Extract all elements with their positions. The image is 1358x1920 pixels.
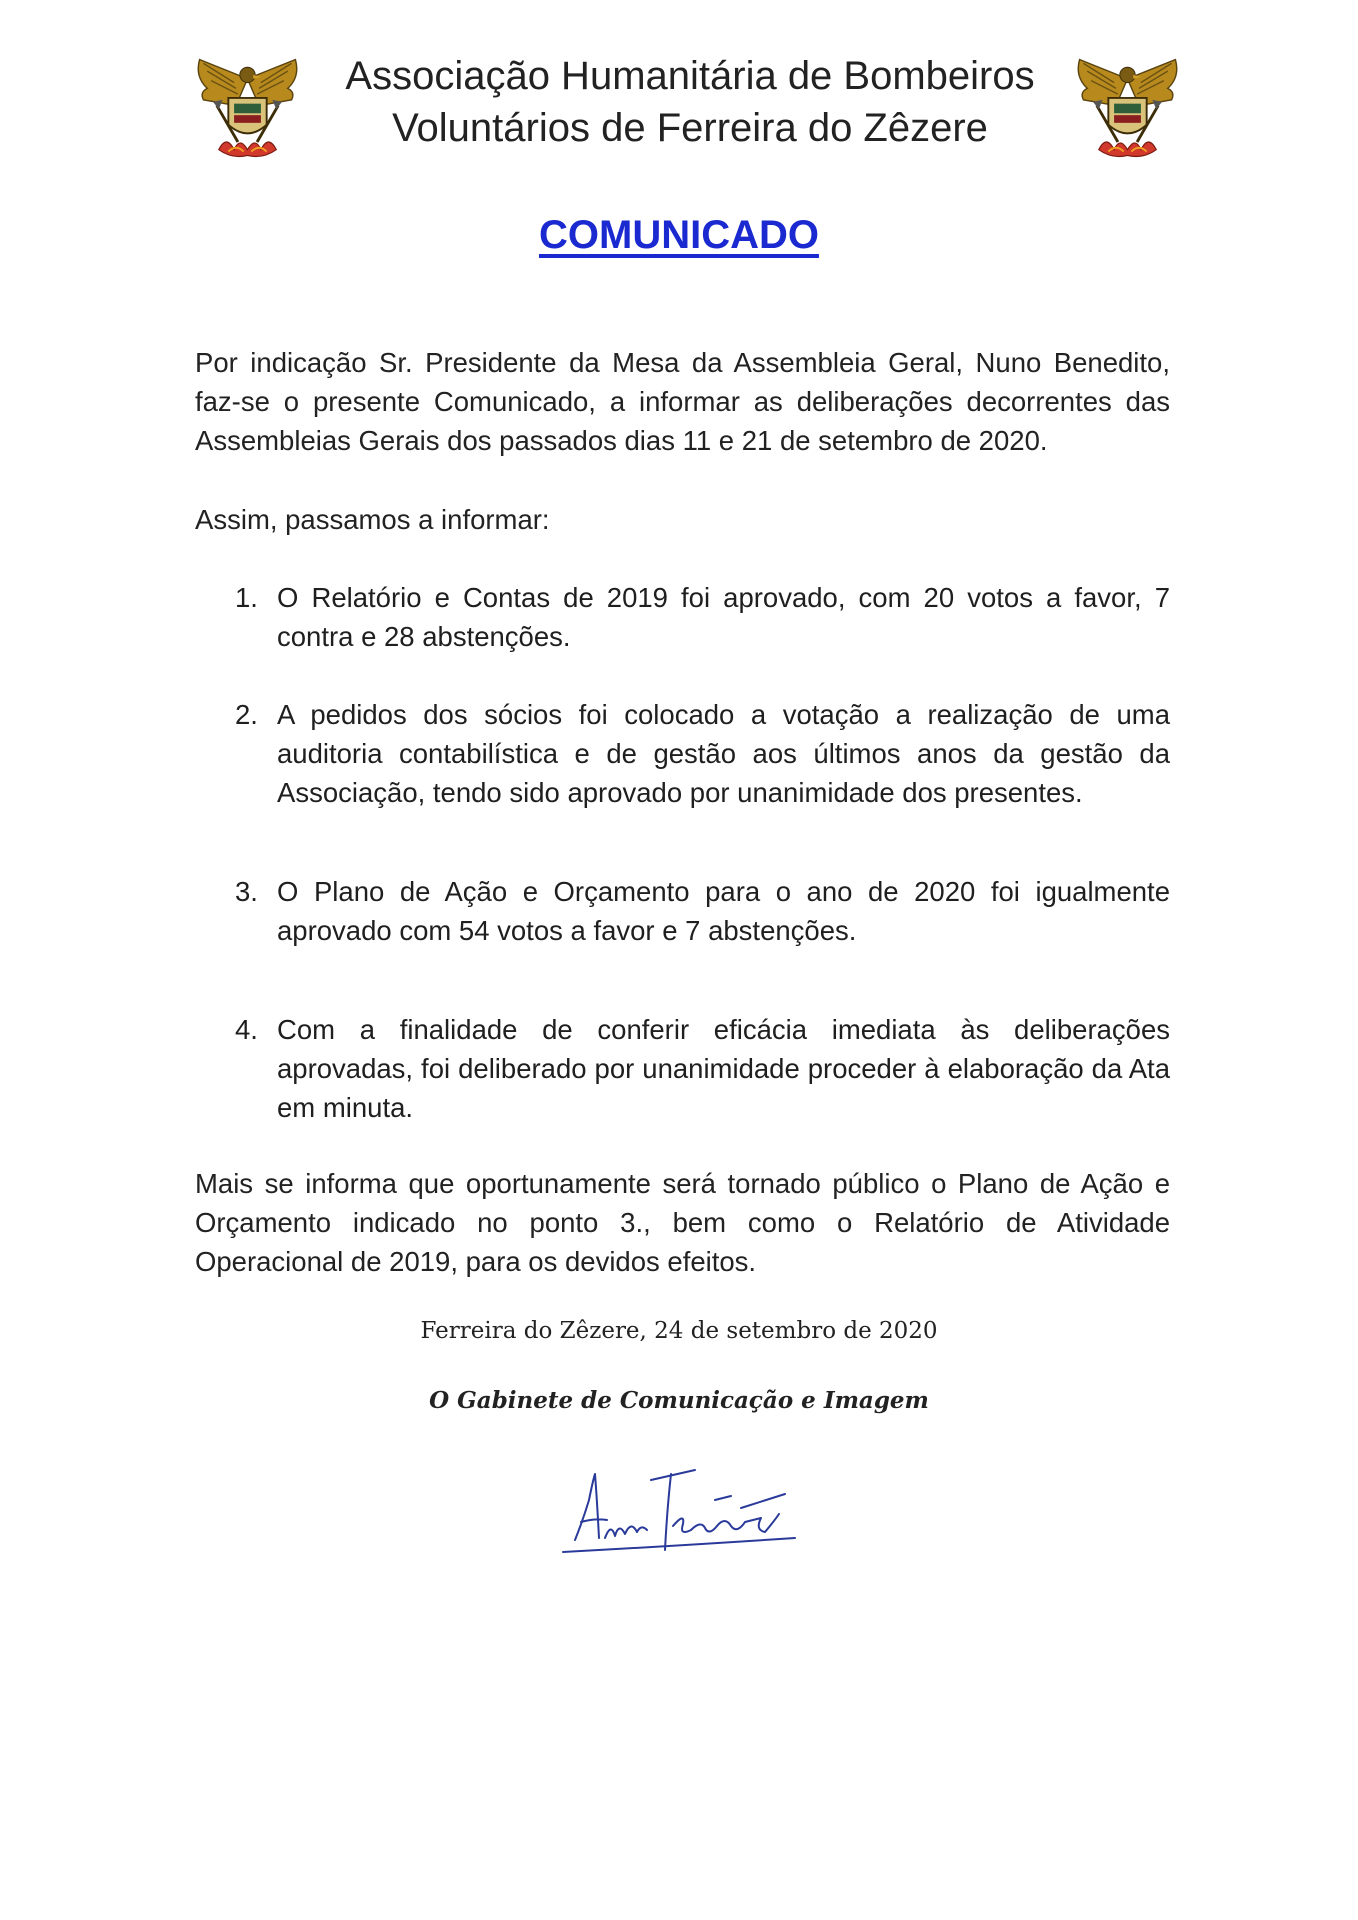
firefighters-eagle-emblem-icon — [1070, 50, 1185, 165]
list-item-text: O Relatório e Contas de 2019 foi aprovado, com 20 votos a favor, 7 contra e 28 abstenções. — [277, 582, 1170, 652]
handwritten-signature — [555, 1460, 815, 1570]
list-item-number: 3. — [235, 876, 258, 907]
place-date: Ferreira do Zêzere, 24 de setembro de 2020 — [420, 1318, 938, 1344]
closing-paragraph: Mais se informa que oportunamente será tornado público o Plano de Ação e Orçamento indicado no ponto 3., bem como o Relatório de Atividade Operacional de 2019, para os devidos efeitos. — [195, 1168, 1170, 1277]
signoff: O Gabinete de Comunicação e Imagem — [429, 1387, 929, 1414]
list-item-number: 1. — [235, 582, 258, 613]
letterhead — [190, 50, 1190, 180]
intro-paragraph: Por indicação Sr. Presidente da Mesa da Assembleia Geral, Nuno Benedito, faz-se o presente Comunicado, a informar as deliberações decorrentes das Assembleias Gerais dos passados dias 11 e 21 de setembro de 2020. — [195, 347, 1170, 456]
organization-name-line-2: Voluntários de Ferreira do Zêzere — [392, 106, 988, 150]
document-title: COMUNICADO — [539, 213, 819, 257]
list-item-text: O Plano de Ação e Orçamento para o ano de 2020 foi igualmente aprovado com 54 votos a favor e 7 abstenções. — [277, 876, 1170, 946]
list-item-number: 4. — [235, 1014, 258, 1045]
list-item-text: A pedidos dos sócios foi colocado a votação a realização de uma auditoria contabilística e de gestão aos últimos anos da gestão da Associação, tendo sido aprovado por unanimidade dos presentes. — [277, 699, 1170, 808]
list-item-text: Com a finalidade de conferir eficácia imediata às deliberações aprovadas, foi deliberado por unanimidade proceder à elaboração da Ata em minuta. — [277, 1014, 1170, 1123]
list-item-number: 2. — [235, 699, 258, 730]
organization-name-line-1: Associação Humanitária de Bombeiros — [345, 54, 1035, 98]
organization-name — [320, 50, 1060, 154]
firefighters-eagle-emblem-icon — [190, 50, 305, 165]
lead-paragraph: Assim, passamos a informar: — [195, 504, 550, 535]
